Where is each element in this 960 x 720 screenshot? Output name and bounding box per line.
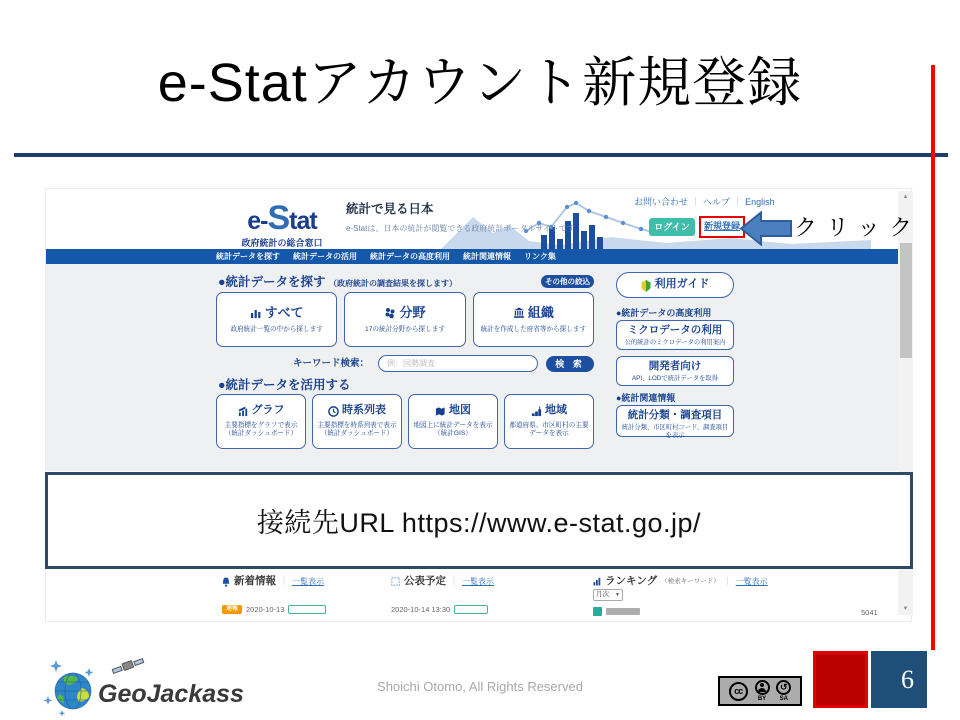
schedule-title: 公表予定 — [404, 575, 446, 587]
classification-card[interactable]: 統計分類・調査項目 統計分類、市区町村コード、調査項目を表示 — [616, 405, 734, 437]
cc-by-person-icon — [755, 680, 770, 695]
red-square-decoration — [813, 651, 868, 708]
ranking-count: 5041 — [861, 608, 878, 617]
related-info-heading: ●統計関連情報 — [616, 393, 676, 403]
click-annotation: クリック — [794, 214, 922, 240]
separator: ｜ — [733, 197, 743, 207]
chevron-down-icon: ▼ — [615, 591, 620, 598]
cc-sa-arrow-icon: ↺ — [776, 680, 791, 695]
developer-card[interactable]: 開発者向け API、LODで統計データを取得 — [616, 356, 734, 386]
schedule-section-header — [391, 575, 494, 588]
bar-chart-icon — [250, 307, 262, 319]
credit-text: Shoichi Otomo, All Rights Reserved — [377, 679, 583, 694]
title-underline — [14, 153, 948, 157]
news-date: 2020-10-13 — [246, 605, 285, 614]
cc-icon: cc — [729, 682, 748, 701]
ranking-note: （検索キーワード） — [661, 577, 720, 585]
other-filters-button[interactable]: その他の絞込 — [541, 275, 594, 288]
english-link[interactable]: English — [745, 197, 775, 207]
clock-icon — [328, 406, 339, 417]
separator: ｜ — [691, 197, 701, 207]
separator: ｜ — [450, 576, 458, 586]
keyword-search-label: キーワード検索： — [293, 358, 370, 369]
schedule-date: 2020-10-14 13:30 — [391, 605, 451, 614]
cc-sa-label: SA — [779, 696, 788, 702]
site-nav — [46, 249, 911, 264]
news-row[interactable] — [222, 605, 326, 614]
scrollbar-thumb[interactable] — [900, 243, 912, 358]
url-callout-box — [45, 472, 913, 569]
geojackass-logo-text: GeoJackass — [98, 680, 244, 708]
use-data-heading: ●統計データを活用する — [218, 378, 351, 392]
login-button[interactable]: ログイン — [649, 218, 695, 236]
url-text: 接続先URL https://www.e-stat.go.jp/ — [256, 508, 702, 538]
left-arrow-icon — [740, 211, 792, 246]
nav-item-related-info[interactable]: 統計関連情報 — [463, 251, 511, 261]
cc-by-sa-badge — [718, 676, 802, 706]
calendar-icon — [391, 577, 400, 586]
usage-guide-button[interactable]: 利用ガイド — [616, 272, 734, 298]
page-number-square — [871, 651, 927, 708]
cc-sa-item — [776, 680, 791, 702]
ranking-item-name — [606, 608, 640, 615]
find-cards-row — [216, 292, 594, 347]
site-catchcopy — [346, 202, 606, 234]
ranking-list-link[interactable]: 一覧表示 — [735, 576, 768, 586]
keyword-search-input[interactable] — [378, 355, 538, 372]
ranking-row[interactable] — [593, 607, 640, 616]
card-time-series[interactable]: 時系列表 主要指標を時系列表で表示（統計ダッシュボード） — [312, 394, 402, 449]
search-button[interactable]: 検 索 — [546, 356, 594, 372]
card-field[interactable]: 分野 17の統計分野から探します — [344, 292, 465, 347]
schedule-row[interactable] — [391, 605, 488, 614]
bell-icon — [222, 577, 230, 587]
site-main — [46, 264, 911, 471]
red-accent-line — [931, 65, 935, 650]
advanced-use-heading: ●統計データの高度利用 — [616, 308, 712, 318]
separator: ｜ — [723, 576, 732, 586]
ranking-section-header — [593, 575, 768, 588]
keyword-search-row — [216, 354, 594, 374]
catch-title: 統計で見る日本 — [346, 202, 434, 216]
card-all-stats[interactable]: すべて 政府統計一覧の中から探します — [216, 292, 337, 347]
use-cards-row — [216, 394, 594, 449]
cc-by-item — [755, 680, 770, 702]
nav-item-advanced-use[interactable]: 統計データの高度利用 — [370, 251, 450, 261]
scrollbar-down-icon[interactable]: ▼ — [902, 606, 909, 612]
schedule-list-link[interactable]: 一覧表示 — [462, 576, 494, 586]
graph-icon — [238, 406, 249, 417]
category-cluster-icon — [384, 307, 396, 319]
map-icon — [435, 406, 446, 417]
news-category-badge — [288, 605, 326, 614]
catch-description: e-Statは、日本の統計が閲覧できる政府統計ポータルサイトです — [346, 223, 575, 233]
schedule-category-badge — [454, 605, 488, 614]
bank-icon — [513, 307, 525, 319]
register-highlight-box — [699, 216, 745, 238]
microdata-card[interactable]: ミクロデータの利用 公的統計のミクロデータの利用案内 — [616, 320, 734, 350]
card-map[interactable]: 地図 地図上に統計データを表示（統計GIS） — [408, 394, 498, 449]
nav-item-links[interactable]: リンク集 — [524, 251, 556, 261]
page-title: e-Statアカウント新規登録 — [157, 53, 803, 113]
card-organization[interactable]: 組織 統計を作成した府省等から探します — [473, 292, 594, 347]
news-section-header — [222, 575, 324, 588]
site-sidebar — [616, 264, 736, 471]
register-link[interactable]: 新規登録 — [703, 221, 740, 232]
header-utility-links — [634, 197, 775, 208]
flash-badge: 速報 — [222, 605, 242, 614]
ranking-item-icon — [593, 607, 602, 616]
page-number: 6 — [901, 664, 914, 694]
card-graph[interactable]: グラフ 主要指標をグラフで表示（統計ダッシュボード） — [216, 394, 306, 449]
nav-item-use-data[interactable]: 統計データの活用 — [293, 251, 357, 261]
find-data-note: （政府統計の調査結果を探します） — [329, 279, 458, 288]
ranking-bars-icon — [593, 577, 601, 586]
help-link[interactable]: ヘルプ — [703, 197, 731, 207]
scrollbar-up-icon[interactable]: ▲ — [902, 194, 909, 200]
region-icon — [531, 406, 542, 417]
separator: ｜ — [280, 576, 288, 586]
news-list-link[interactable]: 一覧表示 — [292, 576, 324, 586]
card-region[interactable]: 地域 都道府県、市区町村の主要データを表示 — [504, 394, 594, 449]
news-title: 新着情報 — [234, 575, 276, 587]
beginner-mark-icon — [641, 279, 651, 292]
nav-item-find-data[interactable]: 統計データを探す — [216, 251, 280, 261]
ranking-title: ランキング — [605, 575, 658, 587]
estat-logo[interactable] — [222, 197, 342, 249]
contact-link[interactable]: お問い合わせ — [634, 197, 689, 207]
ranking-period-select[interactable]: 月次 ▼ — [593, 589, 623, 601]
find-data-heading: ●統計データを探す （政府統計の調査結果を探します） — [218, 275, 458, 289]
cc-by-label: BY — [757, 696, 767, 702]
estat-logo-subtitle: 政府統計の総合窓口 — [241, 237, 323, 248]
estat-logo-word: e-Stat — [247, 199, 317, 237]
